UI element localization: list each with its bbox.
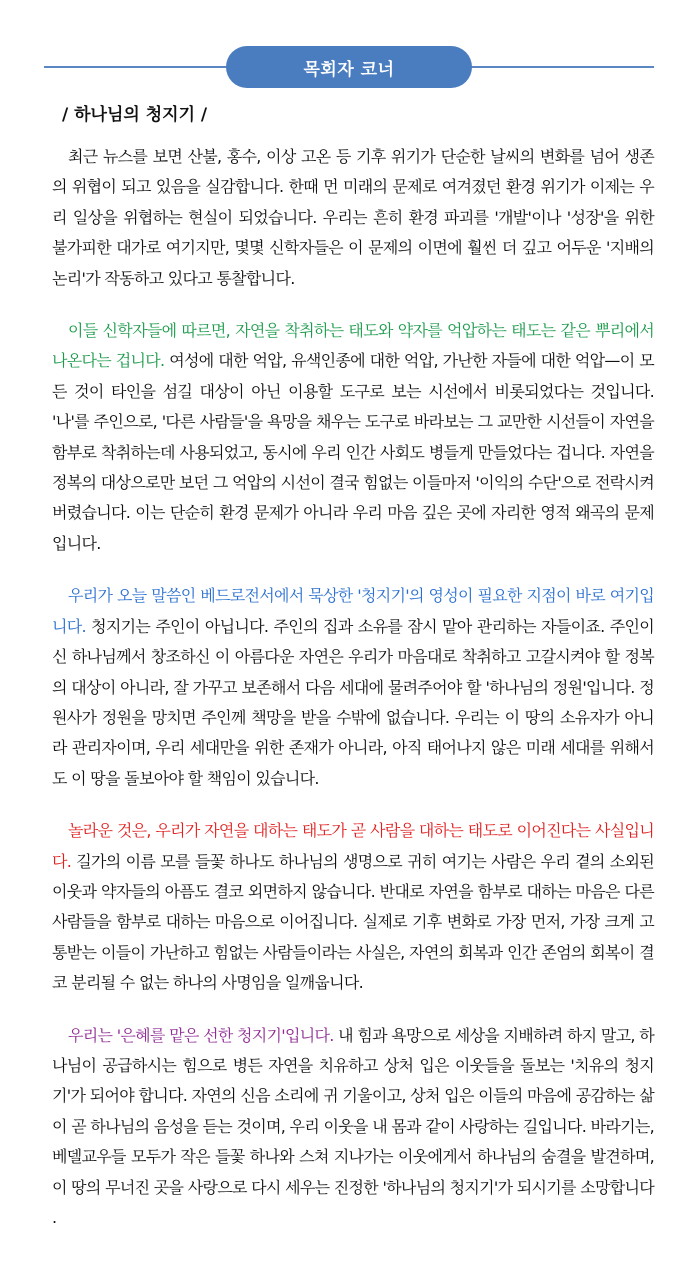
paragraph-4 — [52, 816, 654, 998]
paragraph-text: 청지기는 주인이 아닙니다. 주인의 집과 소유를 잠시 맡아 관리하는 자들이죠. 주인이신 하나님께서 창조하신 이 아름다운 자연은 우리가 마음대로 착취하고 고갈시켜야 할 정복의 대상이 아니라, 잘 가꾸고 보존해서 다음 세대에 물려주어야 할 '하나님의 정원'입니다. 정원사가 정원을 망치면 주인께 책망을 받을 수밖에 없습니다. 우리는 이 땅의 소유자가 아니라 관리자이며, 우리 세대만을 위한 존재가 아니라, 아직 태어나지 않은 미래 세대를 위해서도 이 땅을 돌보아야 할 책임이 있습니다. — [52, 616, 654, 788]
article-body — [52, 142, 654, 1255]
paragraph-text: 최근 뉴스를 보면 산불, 홍수, 이상 고온 등 기후 위기가 단순한 날씨의 변화를 넘어 생존의 위협이 되고 있음을 실감합니다. 한때 먼 미래의 문제로 여겨졌던 환경 위기가 이제는 우리 일상을 위협하는 현실이 되었습니다. 우리는 흔히 환경 파괴를 '개발'이나 '성장'을 위한 불가피한 대가로 여기지만, 몇몇 신학자들은 이 문제의 이면에 훨씬 더 깊고 어두운 '지배의 논리'가 작동하고 있다고 통찰합니다. — [52, 147, 654, 288]
highlight-sentence-purple: 우리는 '은혜를 맡은 선한 청지기'입니다. — [68, 1025, 334, 1045]
paragraph-text: 길가의 이름 모를 들꽃 하나도 하나님의 생명으로 귀히 여기는 사람은 우리 곁의 소외된 이웃과 약자들의 아픔도 결코 외면하지 않습니다. 반대로 자연을 함부로 대하는 마음은 다른 사람들을 함부로 대하는 마음으로 이어집니다. 실제로 기후 변화로 가장 먼저, 가장 크게 고통받는 이들이 가난하고 힘없는 사람들이라는 사실은, 자연의 회복과 인간 존엄의 회복이 결코 분리될 수 없는 하나의 사명임을 일깨웁니다. — [52, 851, 654, 993]
paragraph-5 — [52, 1021, 654, 1234]
header-badge — [226, 46, 472, 88]
highlight-sentence-green: 이들 신학자들에 따르면, 자연을 착취하는 태도와 약자를 억압하는 태도는 같은 뿌리에서 나온다는 겁니다. — [52, 321, 654, 371]
paragraph-1 — [52, 142, 654, 294]
header-title: 목회자 코너 — [303, 59, 395, 80]
highlight-sentence-blue: 우리가 오늘 말씀인 베드로전서에서 묵상한 '청지기'의 영성이 필요한 지점이 바로 여기입니다. — [52, 586, 654, 636]
paragraph-text: 내 힘과 욕망으로 세상을 지배하려 하지 말고, 하나님이 공급하시는 힘으로 병든 자연을 치유하고 상처 입은 이웃들을 돌보는 '치유의 청지기'가 되어야 합니다. 자연의 신음 소리에 귀 기울이고, 상처 입은 이들의 마음에 공감하는 삶이 곧 하나님의 음성을 듣는 것이며, 우리 이웃을 내 몸과 같이 사랑하는 길입니다. 바라기는, 베델교우들 모두가 작은 들꽃 하나와 스쳐 지나가는 이웃에게서 하나님의 숨결을 발견하며, 이 땅의 무너진 곳을 사랑으로 다시 세우는 진정한 '하나님의 청지기'가 되시기를 소망합니다 . — [52, 1025, 654, 1227]
section-title: / 하나님의 청지기 / — [62, 105, 208, 125]
paragraph-2 — [52, 316, 654, 559]
paragraph-text: 여성에 대한 억압, 유색인종에 대한 억압, 가난한 자들에 대한 억압—이 모든 것이 타인을 섬길 대상이 아닌 이용할 도구로 보는 시선에서 비롯되었다는 것입니다. '나'를 주인으로, '다른 사람들'을 욕망을 채우는 도구로 바라보는 그 교만한 시선들이 자연을 함부로 착취하는데 사용되었고, 동시에 우리 인간 사회도 병들게 만들었다는 겁니다. 자연을 정복의 대상으로만 보던 그 억압의 시선이 결국 힘없는 이들마저 '이익의 수단'으로 전락시켜 버렸습니다. 이는 단순히 환경 문제가 아니라 우리 마음 깊은 곳에 자리한 영적 왜곡의 문제입니다. — [52, 351, 654, 553]
paragraph-3 — [52, 581, 654, 794]
highlight-sentence-red: 놀라운 것은, 우리가 자연을 대하는 태도가 곧 사람을 대하는 태도로 이어진다는 사실입니다. — [52, 821, 654, 871]
